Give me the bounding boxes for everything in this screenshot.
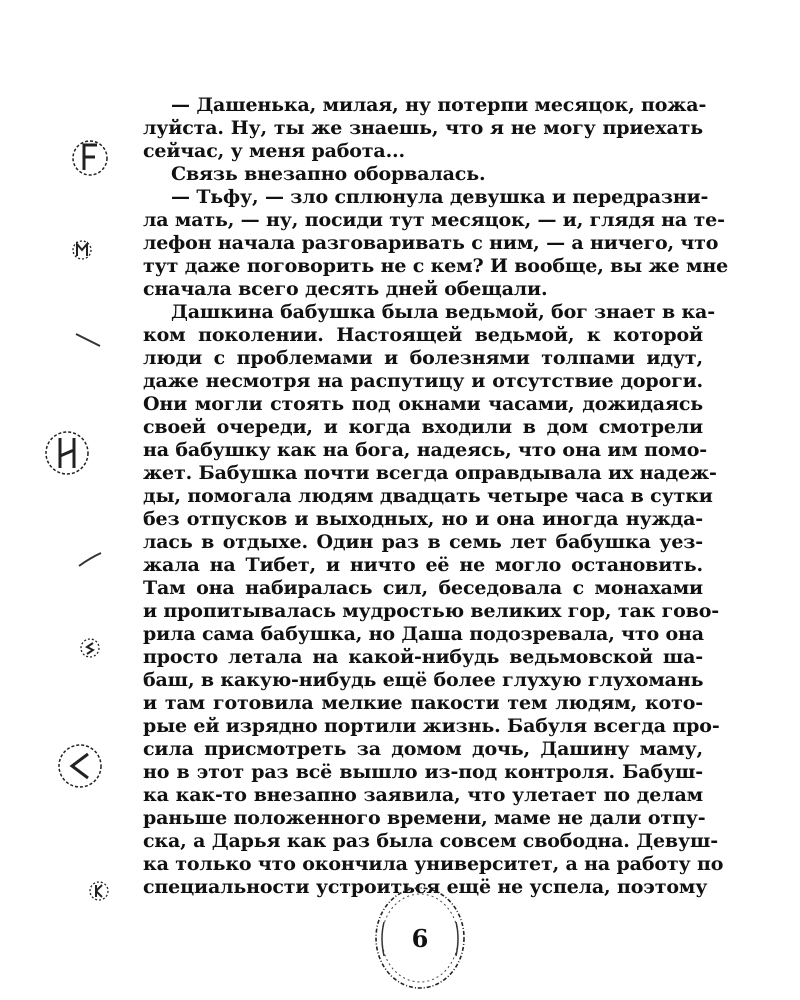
text-line: ком поколении. Настоящей ведьмой, к которой	[143, 324, 703, 346]
text-line: ка как-то внезапно заявила, что улетает по делам	[143, 784, 703, 806]
text-line: сила присмотреть за домом дочь, Дашину маму,	[143, 738, 703, 760]
text-line: просто летала на какой-нибудь ведьмовской ша-	[143, 646, 703, 668]
text-line: рила сама бабушка, но Даша подозревала, что она	[143, 623, 704, 645]
text-line: Дашкина бабушка была ведьмой, бог знает в ка-	[171, 301, 715, 323]
text-line: луйста. Ну, ты же знаешь, что я не могу приехать	[143, 117, 703, 139]
text-line: жет. Бабушка почти всегда оправдывала их надеж-	[143, 462, 717, 484]
text-line: ска, а Дарья как раз была совсем свободна. Девуш-	[143, 830, 718, 852]
text-line: — Дашенька, милая, ну потерпи месяцок, пожа-	[171, 94, 707, 116]
stroke-icon	[76, 334, 100, 346]
text-line: рые ей изрядно портили жизнь. Бабуля всегда про-	[143, 715, 720, 737]
margin-decorations	[0, 0, 140, 1000]
kenaz-rune-icon	[59, 745, 101, 787]
text-line: даже несмотря на распутицу и отсутствие дороги.	[143, 370, 703, 392]
text-line: баш, в какую-нибудь ещё более глухую глухомань	[143, 669, 704, 691]
text-line: лефон начала разговаривать с ним, — а ничего, что	[143, 232, 719, 254]
body-text	[143, 94, 729, 899]
hagalaz-rune-icon	[46, 432, 88, 474]
text-line: и там готовила мелкие пакости тем людям, кото-	[143, 692, 703, 714]
text-line: своей очереди, и когда входили в дом смотрели	[143, 416, 703, 438]
text-line: сейчас, у меня работа...	[143, 140, 405, 162]
text-line: тут даже поговорить не с кем? И вообще, вы же мне	[143, 255, 729, 277]
page-number: 6	[411, 923, 429, 953]
text-line: на бабушку как на бога, надеясь, что она им помо-	[143, 439, 707, 461]
text-line: но в этот раз всё вышло из-под контроля. Бабуш-	[143, 761, 703, 783]
text-line: специальности устроиться ещё не успела, поэтому	[143, 876, 708, 898]
text-line: Связь внезапно оборвалась.	[171, 163, 486, 185]
text-line: раньше положенного времени, маме не дали отпу-	[143, 807, 706, 829]
sowilo-rune-icon	[81, 639, 99, 657]
text-line: ла мать, — ну, посиди тут месяцок, — и, глядя на те-	[143, 209, 725, 231]
fehu-rune-icon	[73, 141, 107, 175]
text-line: Там она набиралась сил, беседовала с монахами	[143, 577, 703, 599]
text-line: ка только что окончила университет, а на работу по	[143, 853, 724, 875]
kaunan-rune-icon	[90, 882, 108, 900]
text-line: — Тьфу, — зло сплюнула девушка и передразни-	[171, 186, 709, 208]
text-line: жала на Тибет, и ничто её не могло остановить.	[143, 554, 703, 576]
text-line: без отпусков и выходных, но и она иногда нужда-	[143, 508, 703, 530]
text-line: люди с проблемами и болезнями толпами идут,	[143, 347, 703, 369]
text-line: лась в отдыхе. Один раз в семь лет бабушка уез-	[143, 531, 703, 553]
page-number-ornament	[370, 882, 470, 994]
mannaz-rune-icon	[73, 241, 91, 259]
text-line: Они могли стоять под окнами часами, дожидаясь	[143, 393, 703, 415]
text-line: ды, помогала людям двадцать четыре часа в сутки	[143, 485, 713, 507]
text-line: и пропитывалась мудростью великих гор, так гово-	[143, 600, 719, 622]
text-line: сначала всего десять дней обещали.	[143, 278, 548, 300]
stroke-icon	[79, 553, 101, 566]
